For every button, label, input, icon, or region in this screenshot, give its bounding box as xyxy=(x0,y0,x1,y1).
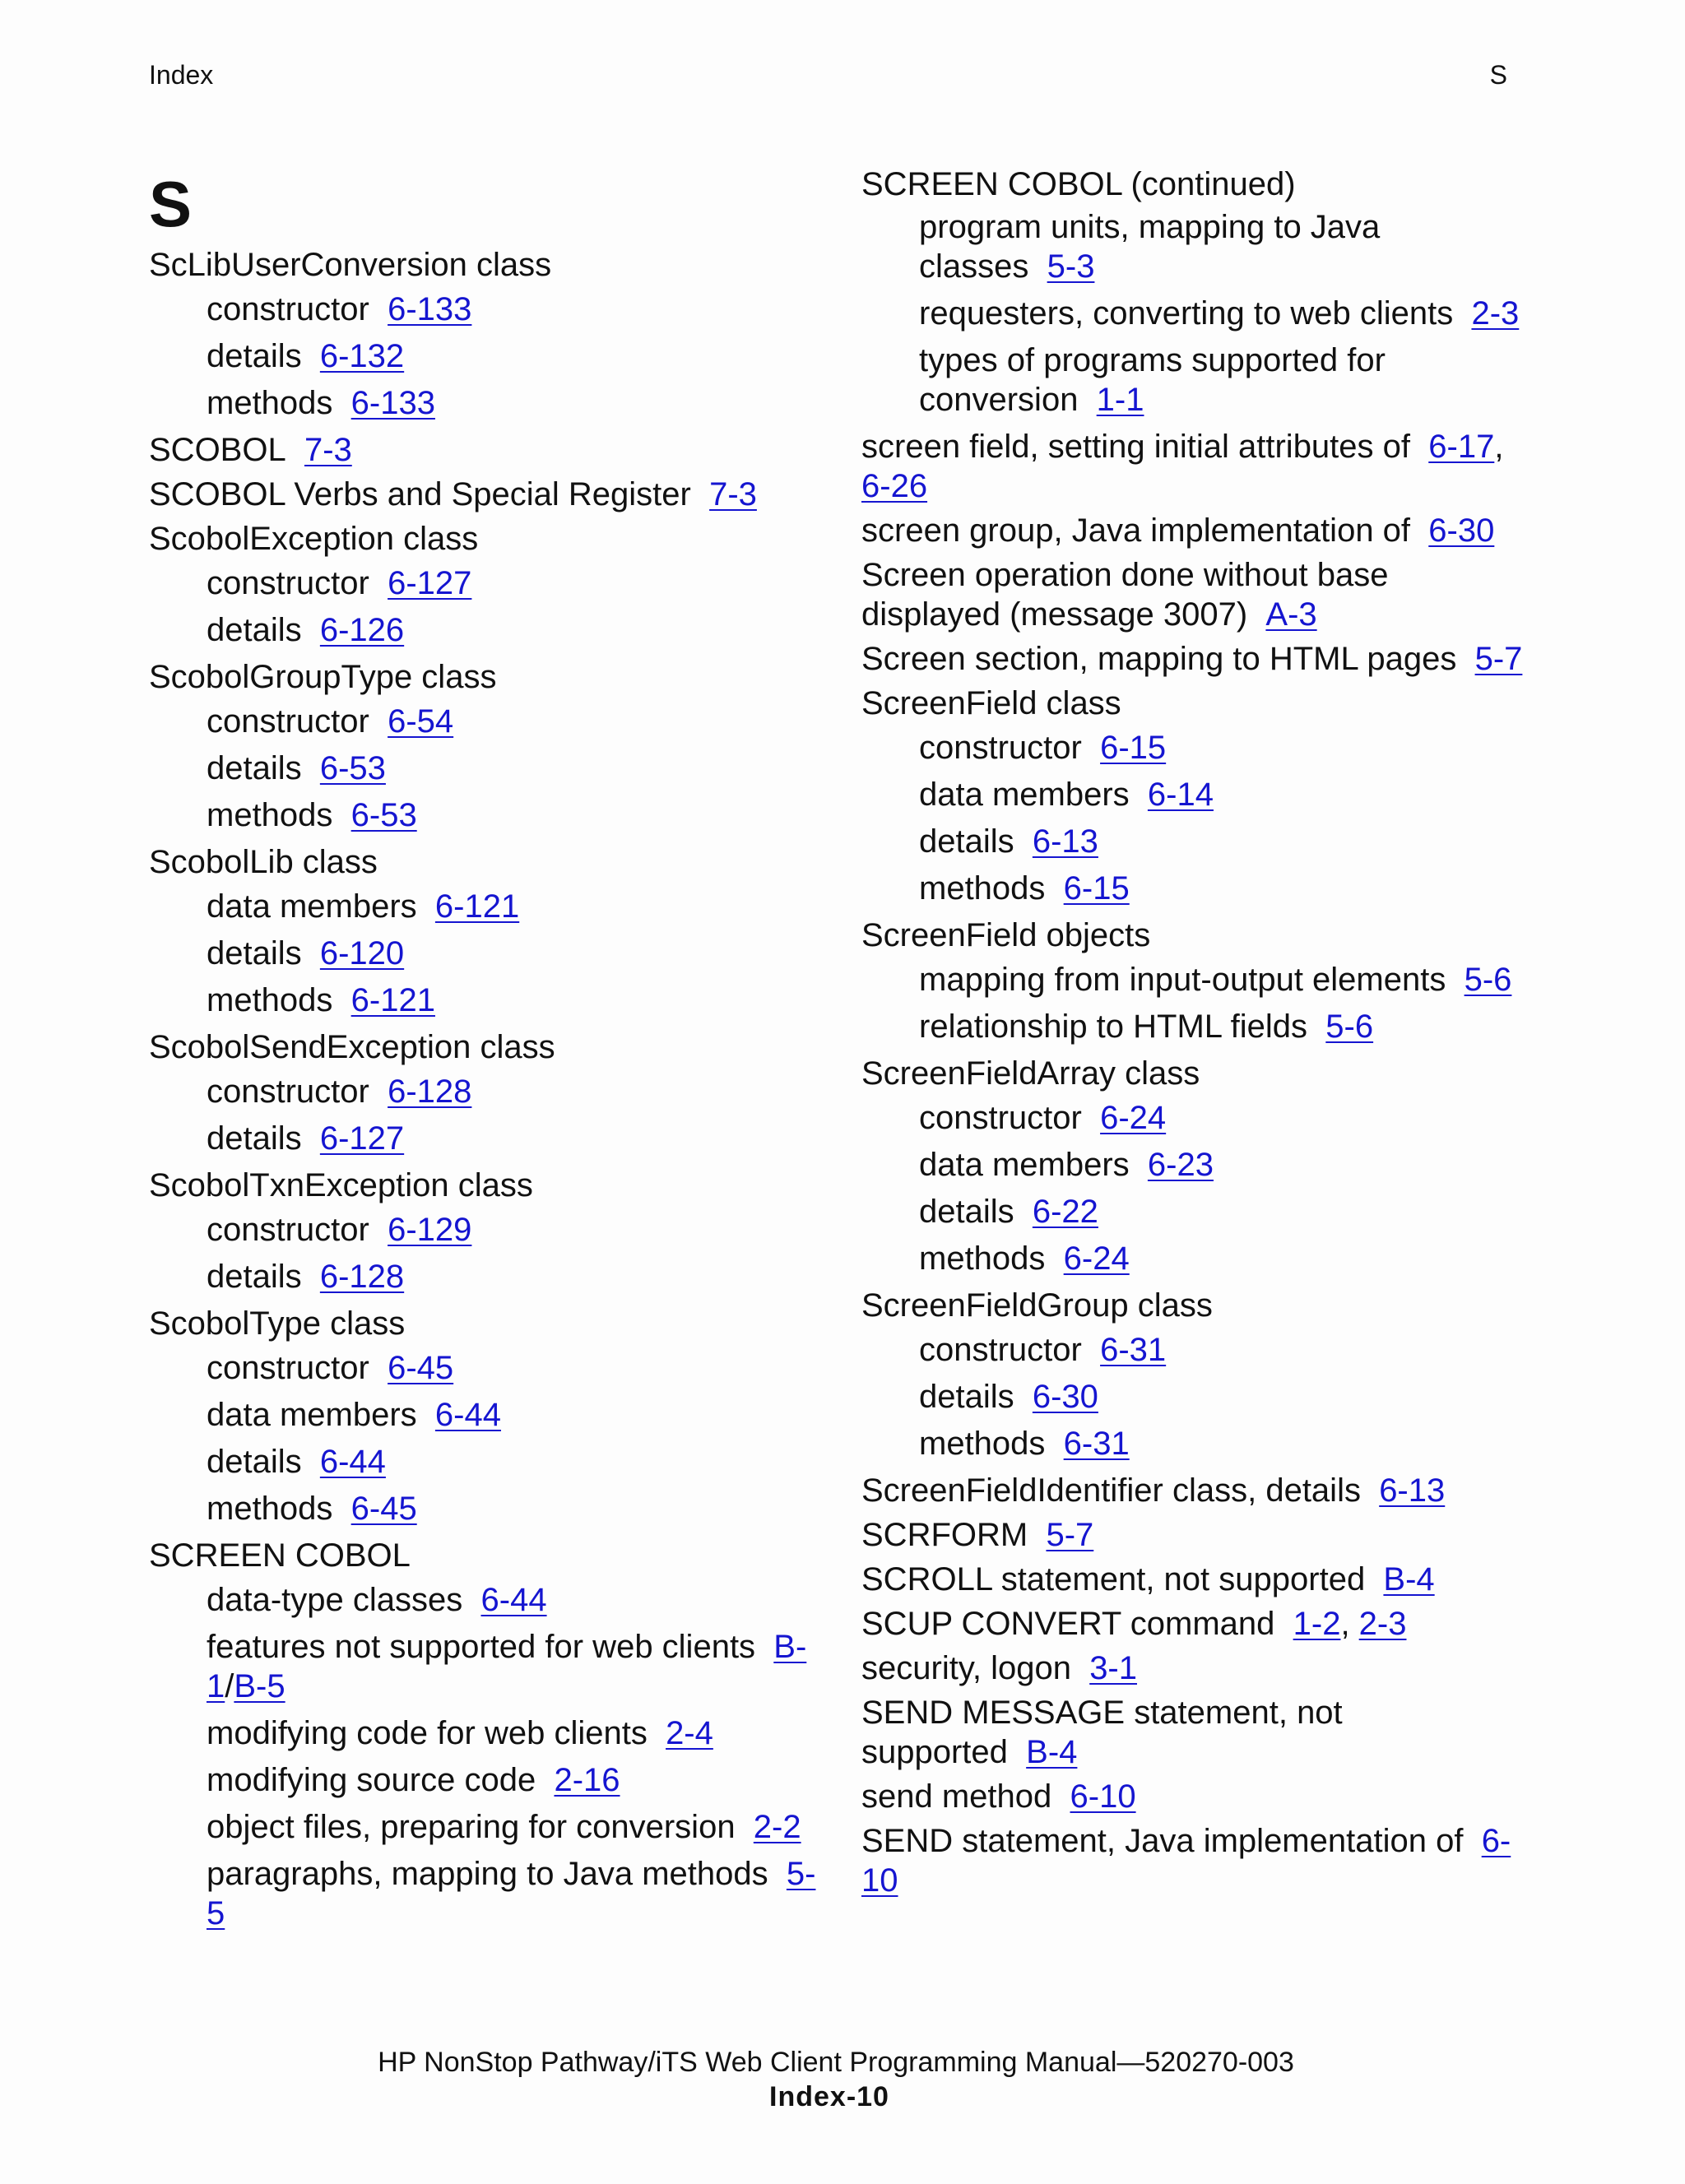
entry-term: ScobolTxnException class xyxy=(149,1167,533,1203)
entry-term: details xyxy=(207,1444,302,1480)
index-subentry xyxy=(861,775,1536,814)
index-subentry xyxy=(861,1007,1536,1046)
entry-term: details xyxy=(207,612,302,648)
index-subentry xyxy=(149,1072,824,1111)
index-subentry xyxy=(149,1760,824,1800)
page-reference-link[interactable]: 6-44 xyxy=(434,1397,501,1433)
footer-page-number: Index-10 xyxy=(769,2081,889,2112)
index-subentry xyxy=(861,1192,1536,1231)
entry-term: SCRFORM xyxy=(861,1517,1028,1553)
entry-term: Screen operation done without base displayed (message 3007) xyxy=(861,557,1389,633)
entry-term: object files, preparing for conversion xyxy=(207,1809,736,1845)
entry-term: data members xyxy=(207,1397,417,1433)
index-subentry xyxy=(149,290,824,329)
page-reference-link[interactable]: 6-128 xyxy=(319,1259,405,1295)
page-reference-link[interactable]: 6-45 xyxy=(388,1350,454,1386)
entry-term: SCOBOL Verbs and Special Register xyxy=(149,476,691,512)
entry-term: data members xyxy=(919,1147,1130,1183)
ref-separator: , xyxy=(1340,1606,1359,1642)
page-reference-link[interactable]: 6-22 xyxy=(1032,1194,1098,1230)
entry-term: constructor xyxy=(207,565,369,601)
page-reference-link[interactable]: 6-31 xyxy=(1063,1426,1130,1462)
index-subentry xyxy=(861,728,1536,767)
index-subentry xyxy=(149,1489,824,1528)
entry-term: constructor xyxy=(207,703,369,740)
index-entry xyxy=(149,519,824,559)
index-subentry xyxy=(861,869,1536,908)
page-reference-link[interactable]: 5-7 xyxy=(1474,641,1523,677)
entry-term: send method xyxy=(861,1778,1052,1815)
entry-term: ScobolLib class xyxy=(149,844,378,880)
index-entry xyxy=(861,1515,1536,1555)
page-reference-link[interactable]: 6-126 xyxy=(319,612,405,648)
page-reference-link[interactable]: B-4 xyxy=(1383,1561,1435,1597)
entry-term: methods xyxy=(919,1240,1046,1277)
section-letter: S xyxy=(149,168,193,240)
page-reference-link[interactable]: 6-24 xyxy=(1100,1100,1167,1136)
index-entry xyxy=(861,1693,1536,1772)
entry-term: details xyxy=(207,1259,302,1295)
entry-term: modifying code for web clients xyxy=(207,1715,648,1751)
page-reference-link[interactable]: 2-16 xyxy=(554,1762,620,1798)
page-reference-link[interactable]: 6-133 xyxy=(388,291,472,327)
index-entry xyxy=(861,427,1536,506)
index-entry xyxy=(861,684,1536,723)
page-reference-link[interactable]: 6-129 xyxy=(388,1212,472,1248)
index-subentry xyxy=(861,822,1536,861)
entry-term: mapping from input-output elements xyxy=(919,962,1446,998)
index-entry xyxy=(861,1648,1536,1688)
page-reference-link[interactable]: 7-3 xyxy=(304,432,352,468)
index-subentry xyxy=(149,1713,824,1753)
index-subentry xyxy=(149,1627,824,1706)
entry-term: ScobolGroupType class xyxy=(149,659,497,695)
page-reference-link[interactable]: 6-15 xyxy=(1063,870,1130,907)
page-reference-link[interactable]: 6-26 xyxy=(861,468,928,504)
index-entry xyxy=(861,511,1536,550)
index-entry xyxy=(149,475,824,514)
entry-term: constructor xyxy=(919,730,1082,766)
page-reference-link[interactable]: 6-53 xyxy=(319,750,386,786)
ref-separator: / xyxy=(225,1668,234,1704)
entry-term: types of programs supported for conversion xyxy=(919,342,1386,418)
entry-term: methods xyxy=(919,870,1046,907)
entry-term: methods xyxy=(207,982,333,1018)
index-subentry xyxy=(149,887,824,926)
index-entry xyxy=(861,1821,1536,1900)
page-reference-link[interactable]: 6-44 xyxy=(480,1582,547,1618)
entry-term: ScreenField objects xyxy=(861,917,1151,953)
page-reference-link[interactable]: 6-30 xyxy=(1428,512,1495,549)
entry-term: details xyxy=(207,935,302,971)
page-reference-link[interactable]: 6-121 xyxy=(434,888,520,925)
entry-term: features not supported for web clients xyxy=(207,1629,756,1665)
index-subentry xyxy=(861,1377,1536,1417)
page-reference-link[interactable]: 6-120 xyxy=(319,935,405,971)
page-reference-link[interactable]: 6-10 xyxy=(1070,1778,1136,1815)
index-entry xyxy=(861,1604,1536,1644)
page-reference-link[interactable]: 1-2 xyxy=(1293,1606,1341,1642)
running-header-right: S xyxy=(1489,60,1507,90)
index-subentry xyxy=(149,1395,824,1435)
entry-term: Screen section, mapping to HTML pages xyxy=(861,641,1457,677)
page-reference-link[interactable]: 6-44 xyxy=(319,1444,386,1480)
entry-term: ScobolException class xyxy=(149,521,479,557)
entry-term: constructor xyxy=(207,1212,369,1248)
page-reference-link[interactable]: 1-1 xyxy=(1096,382,1144,418)
index-column-left xyxy=(149,165,824,1941)
page-reference-link[interactable]: 6-23 xyxy=(1147,1147,1214,1183)
entry-term: SCROLL statement, not supported xyxy=(861,1561,1366,1597)
entry-term: data members xyxy=(919,777,1130,813)
entry-term: details xyxy=(207,338,302,374)
index-subentry xyxy=(149,934,824,973)
index-entry xyxy=(149,1536,824,1575)
index-subentry xyxy=(149,336,824,376)
index-entry xyxy=(149,1027,824,1067)
index-subentry xyxy=(149,383,824,423)
page-reference-link[interactable]: 5-3 xyxy=(1047,248,1095,285)
page-reference-link[interactable]: 6-53 xyxy=(350,797,417,833)
page-reference-link[interactable]: 6-31 xyxy=(1100,1332,1167,1368)
entry-term: methods xyxy=(919,1426,1046,1462)
page-reference-link[interactable]: 6-14 xyxy=(1147,777,1214,813)
page-reference-link[interactable]: 6-45 xyxy=(350,1491,417,1527)
page-reference-link[interactable]: 5-5 xyxy=(207,1856,816,1931)
page-reference-link[interactable]: 6-17 xyxy=(1428,429,1495,465)
page-reference-link[interactable]: 6-121 xyxy=(350,982,435,1018)
page-reference-link[interactable]: 3-1 xyxy=(1089,1650,1137,1686)
entry-term: requesters, converting to web clients xyxy=(919,295,1454,332)
entry-term: ScobolSendException class xyxy=(149,1029,555,1065)
entry-term: SCOBOL xyxy=(149,432,286,468)
entry-term: constructor xyxy=(207,1073,369,1110)
page-reference-link[interactable]: 2-3 xyxy=(1471,295,1520,332)
entry-term: program units, mapping to Java classes xyxy=(919,209,1381,285)
index-entry xyxy=(861,1560,1536,1599)
index-subentry xyxy=(149,702,824,741)
entry-term: modifying source code xyxy=(207,1762,536,1798)
page-reference-link[interactable]: 6-10 xyxy=(861,1823,1511,1899)
entry-term: details xyxy=(919,823,1014,860)
page-reference-link[interactable]: A-3 xyxy=(1265,596,1317,633)
entry-term: data members xyxy=(207,888,417,925)
entry-term: constructor xyxy=(919,1332,1082,1368)
index-subentry xyxy=(149,1348,824,1388)
entry-term: details xyxy=(919,1379,1014,1415)
entry-term: ScreenFieldIdentifier class, details xyxy=(861,1472,1361,1509)
index-entry xyxy=(149,245,824,285)
entry-term: constructor xyxy=(207,291,369,327)
index-entry xyxy=(149,657,824,697)
page-reference-link[interactable]: 6-13 xyxy=(1379,1472,1446,1509)
index-entry xyxy=(861,1777,1536,1816)
page-reference-link[interactable]: B-4 xyxy=(1026,1734,1078,1770)
page-reference-link[interactable]: B-5 xyxy=(234,1668,285,1704)
entry-term: data-type classes xyxy=(207,1582,463,1618)
entry-term: screen field, setting initial attributes of xyxy=(861,429,1411,465)
index-subentry xyxy=(149,1257,824,1296)
index-entry xyxy=(861,916,1536,955)
entry-term: details xyxy=(207,750,302,786)
page-reference-link[interactable]: 2-4 xyxy=(666,1715,713,1751)
page-reference-link[interactable]: 2-3 xyxy=(1358,1606,1407,1642)
index-subentry xyxy=(149,749,824,788)
index-subentry xyxy=(861,1424,1536,1463)
index-subentry xyxy=(149,610,824,650)
index-entry xyxy=(861,1471,1536,1510)
index-entry xyxy=(861,1286,1536,1325)
page-reference-link[interactable]: 5-6 xyxy=(1464,962,1512,998)
index-subentry xyxy=(861,1098,1536,1138)
entry-term: ScreenFieldArray class xyxy=(861,1055,1200,1092)
page-reference-link[interactable]: 6-133 xyxy=(350,385,435,421)
index-entry xyxy=(149,842,824,882)
entry-term: constructor xyxy=(207,1350,369,1386)
index-subentry xyxy=(861,1330,1536,1370)
index-entry xyxy=(149,430,824,470)
index-entry xyxy=(861,639,1536,679)
entry-term: ScLibUserConversion class xyxy=(149,247,552,283)
entry-term: constructor xyxy=(919,1100,1082,1136)
index-subentry xyxy=(149,981,824,1020)
entry-term: paragraphs, mapping to Java methods xyxy=(207,1856,768,1892)
page-reference-link[interactable]: 5-7 xyxy=(1046,1517,1094,1553)
index-entry xyxy=(861,555,1536,634)
index-subentry xyxy=(149,1580,824,1620)
index-subentry xyxy=(861,960,1536,999)
page-reference-link[interactable]: 2-2 xyxy=(753,1809,801,1845)
entry-term: SEND statement, Java implementation of xyxy=(861,1823,1464,1859)
index-entry xyxy=(861,1054,1536,1093)
index-subentry xyxy=(861,1239,1536,1278)
index-subentry xyxy=(861,207,1536,286)
entry-term: ScreenField class xyxy=(861,685,1121,721)
index-subentry xyxy=(861,294,1536,333)
index-entry xyxy=(149,1166,824,1205)
running-header-left: Index xyxy=(149,60,214,90)
entry-term: methods xyxy=(207,797,333,833)
entry-term: methods xyxy=(207,1491,333,1527)
entry-term: security, logon xyxy=(861,1650,1071,1686)
entry-term: SEND MESSAGE statement, not supported xyxy=(861,1695,1343,1770)
index-entry xyxy=(861,165,1536,204)
index-subentry xyxy=(149,795,824,835)
index-subentry xyxy=(149,1854,824,1933)
page-reference-link[interactable]: 6-24 xyxy=(1063,1240,1130,1277)
entry-term: ScobolType class xyxy=(149,1305,406,1342)
index-subentry xyxy=(149,1807,824,1847)
entry-term: SCREEN COBOL (continued) xyxy=(861,166,1296,202)
index-column-right xyxy=(861,165,1536,1905)
page-reference-link[interactable]: 6-128 xyxy=(388,1073,472,1110)
entry-term: relationship to HTML fields xyxy=(919,1009,1308,1045)
page-reference-link[interactable]: 6-15 xyxy=(1100,730,1167,766)
ref-separator: , xyxy=(1494,429,1504,465)
page-reference-link[interactable]: B-1 xyxy=(207,1629,807,1704)
entry-term: details xyxy=(919,1194,1014,1230)
entry-term: details xyxy=(207,1120,302,1157)
entry-term: SCUP CONVERT command xyxy=(861,1606,1275,1642)
index-subentry xyxy=(149,563,824,603)
index-subentry xyxy=(149,1119,824,1158)
index-subentry xyxy=(149,1210,824,1250)
index-subentry xyxy=(149,1442,824,1482)
page-reference-link[interactable]: 7-3 xyxy=(709,476,757,512)
entry-term: SCREEN COBOL xyxy=(149,1537,411,1574)
footer-manual-title: HP NonStop Pathway/iTS Web Client Programming Manual—520270-003 xyxy=(378,2047,1294,2078)
index-entry xyxy=(149,1304,824,1343)
entry-term: methods xyxy=(207,385,333,421)
page-reference-link[interactable]: 6-30 xyxy=(1032,1379,1098,1415)
entry-term: ScreenFieldGroup class xyxy=(861,1287,1213,1324)
page-reference-link[interactable]: 6-13 xyxy=(1032,823,1098,860)
page-reference-link[interactable]: 6-132 xyxy=(319,338,405,374)
index-subentry xyxy=(861,341,1536,420)
page-reference-link[interactable]: 6-127 xyxy=(388,565,472,601)
entry-term: screen group, Java implementation of xyxy=(861,512,1411,549)
page-reference-link[interactable]: 5-6 xyxy=(1325,1009,1374,1045)
page-reference-link[interactable]: 6-54 xyxy=(388,703,454,740)
index-subentry xyxy=(861,1145,1536,1185)
page-reference-link[interactable]: 6-127 xyxy=(319,1120,405,1157)
